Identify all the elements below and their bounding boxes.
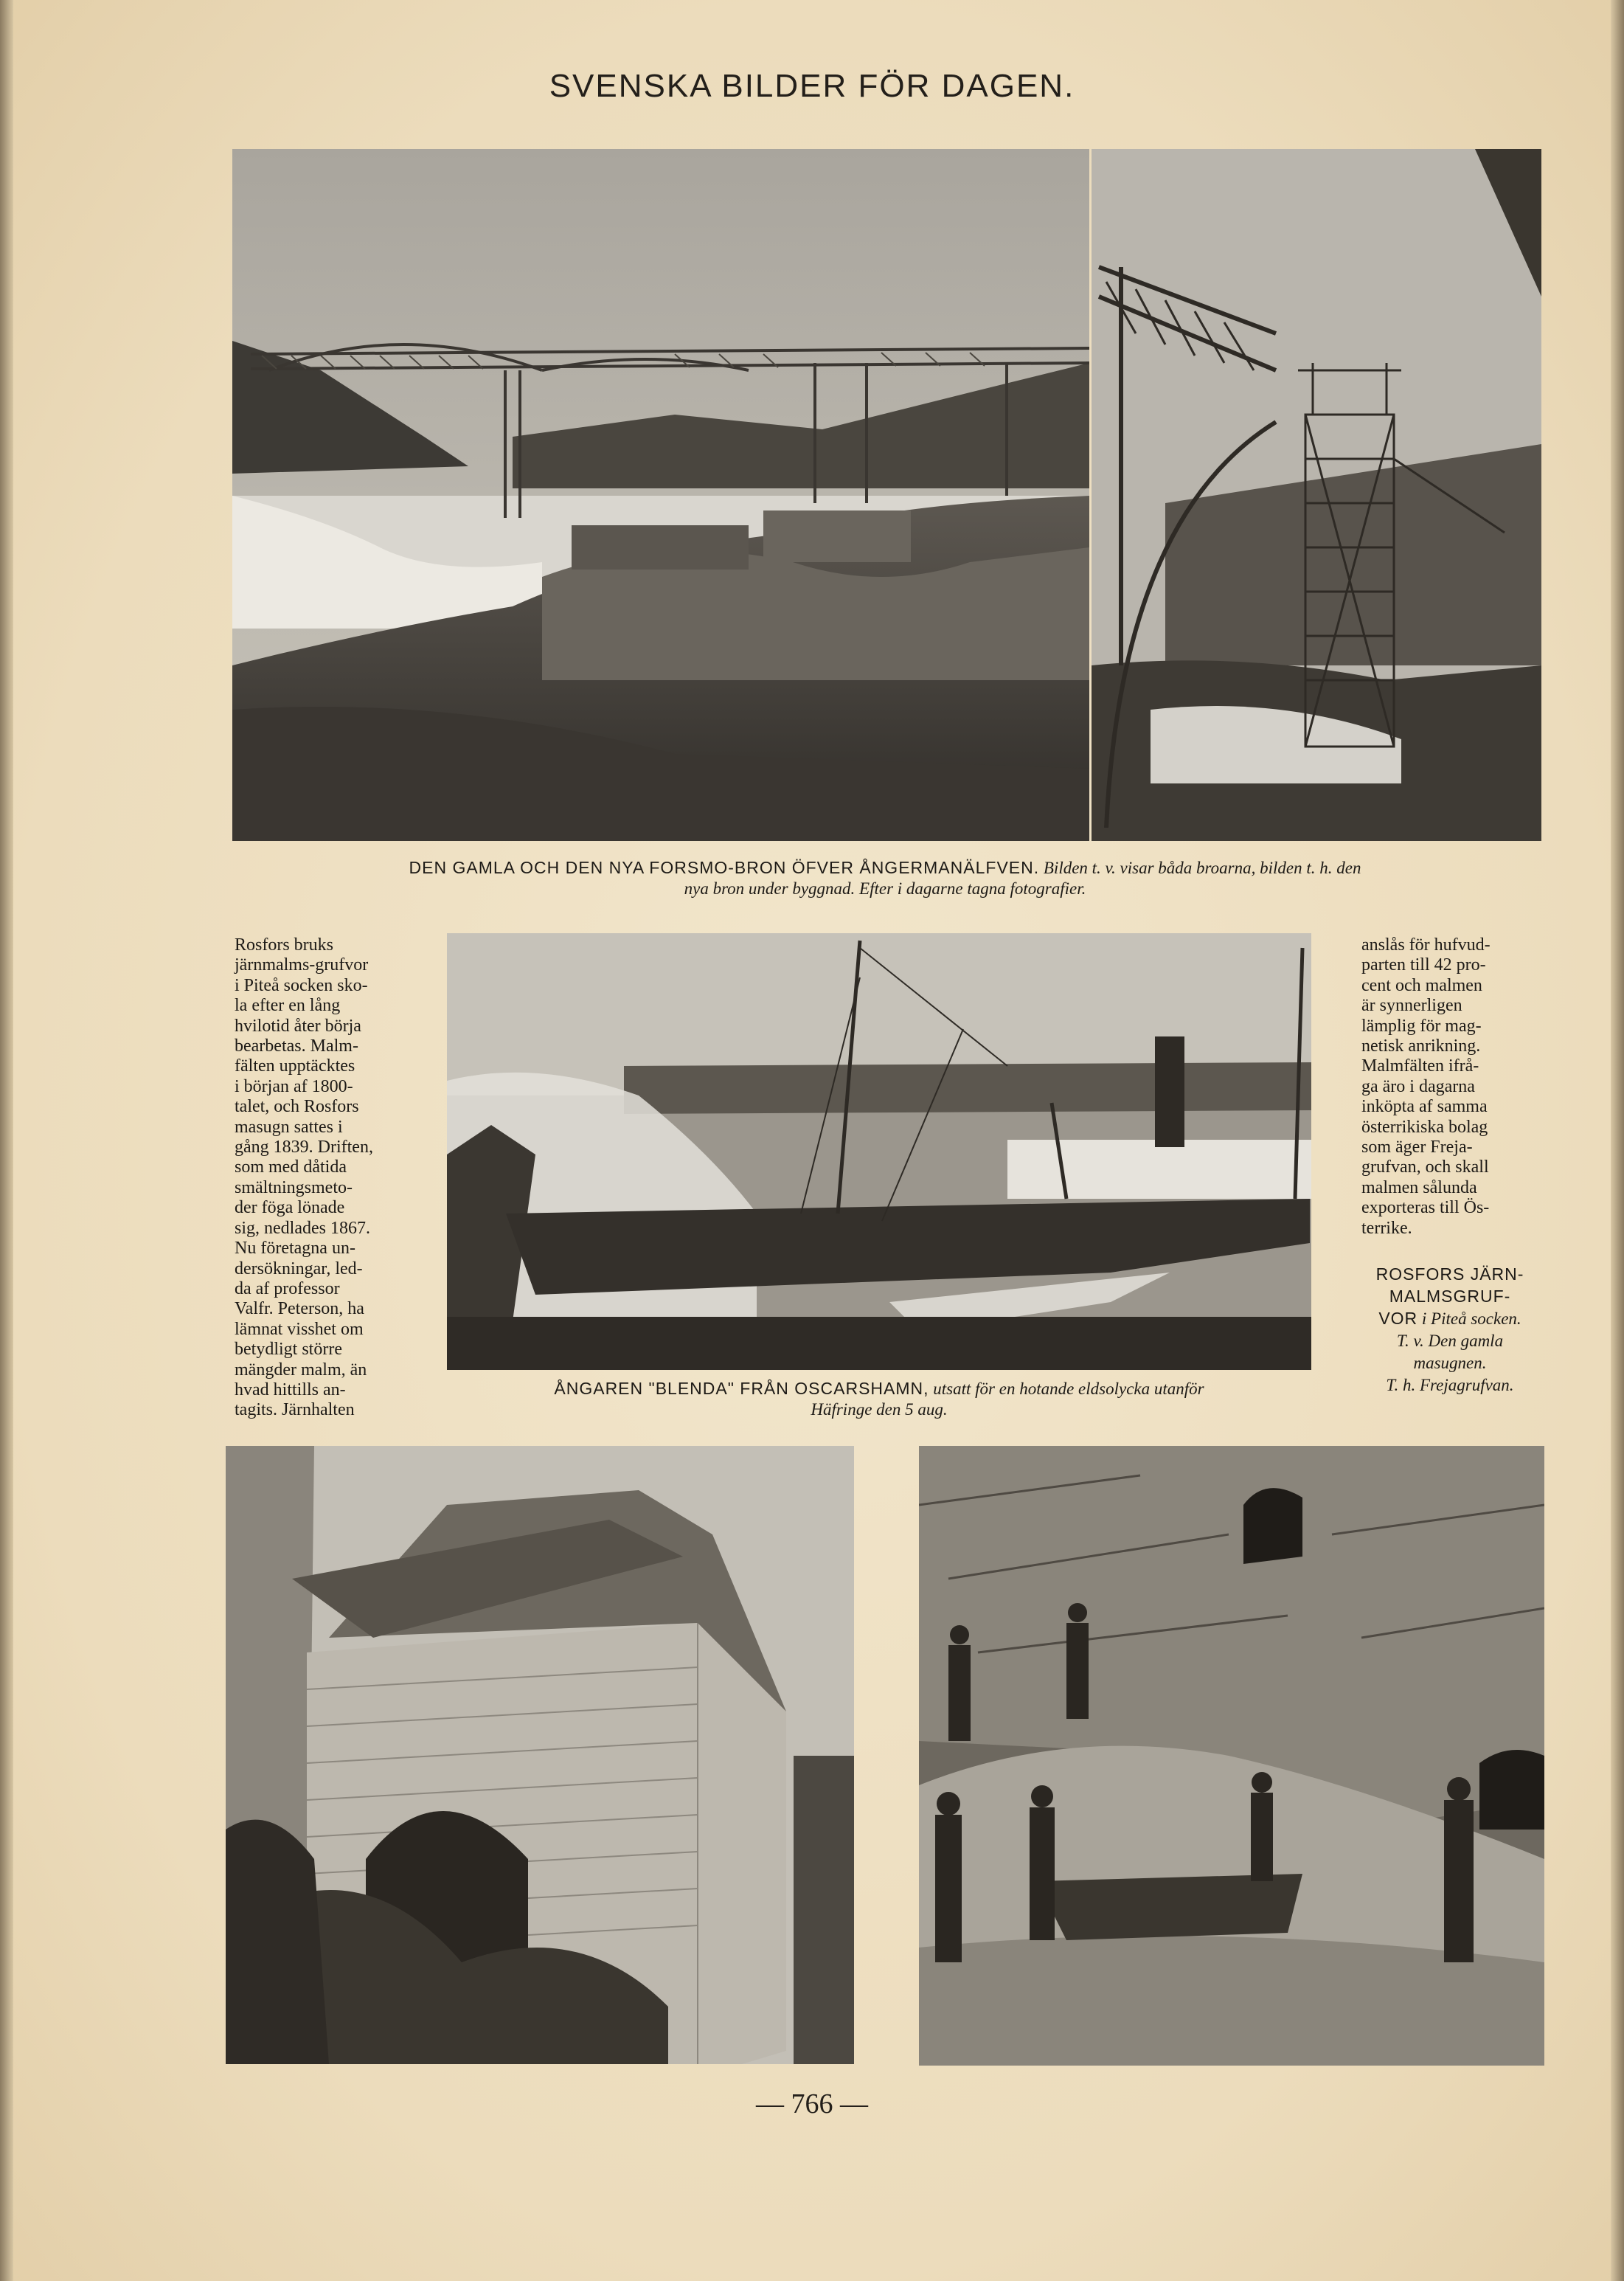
- text-line: gång 1839. Driften,: [235, 1138, 373, 1157]
- text-line: netisk anrikning.: [1361, 1036, 1481, 1056]
- steamer-caption: [447, 1378, 1311, 1420]
- mine-caption-line: ROSFORS JÄRN-: [1375, 1264, 1524, 1284]
- text-line: Valfr. Peterson, ha: [235, 1299, 364, 1319]
- text-line: fälten upptäcktes: [235, 1056, 355, 1076]
- text-line: som med dåtida: [235, 1157, 347, 1177]
- bridge-photo-left: [232, 149, 1089, 841]
- mine-caption-line: i Piteå socken.: [1421, 1309, 1521, 1328]
- text-line: smältningsmeto-: [235, 1177, 353, 1197]
- text-line: tagits. Järnhalten: [235, 1400, 355, 1420]
- text-line: exporteras till Ös-: [1361, 1198, 1490, 1218]
- page-title: SVENSKA BILDER FÖR DAGEN.: [549, 68, 1075, 104]
- text-line: dersökningar, led-: [235, 1259, 363, 1278]
- text-line: inköpta af samma: [1361, 1097, 1488, 1117]
- page-edge-left: [0, 0, 13, 2281]
- mine-caption-line: MALMSGRUF-: [1389, 1287, 1511, 1306]
- page-edge-right: [1611, 0, 1624, 2281]
- text-line: anslås för hufvud-: [1361, 935, 1491, 955]
- text-line: der föga lönade: [235, 1198, 345, 1218]
- text-line: är synnerligen: [1361, 996, 1462, 1016]
- text-line: parten till 42 pro-: [1361, 955, 1486, 975]
- text-line: grufvan, och skall: [1361, 1157, 1489, 1177]
- bridge-caption-italic-2: nya bron under byggnad. Efter i dagarne tagna fotografier.: [684, 879, 1086, 898]
- text-line: sig, nedlades 1867.: [235, 1218, 370, 1238]
- mine-caption-line: T. v. Den gamla: [1396, 1332, 1504, 1350]
- article-left-column: [235, 935, 412, 1421]
- steamer-caption-italic-1: utsatt för en hotande eldsolycka utanför: [933, 1380, 1204, 1398]
- text-line: lämplig för mag-: [1361, 1016, 1482, 1036]
- text-line: hvad hittills an-: [235, 1380, 346, 1399]
- bridge-caption-italic-1: Bilden t. v. visar båda broarna, bilden t. h. den: [1043, 859, 1361, 877]
- text-line: terrike.: [1361, 1218, 1412, 1238]
- bridge-caption: [221, 857, 1549, 899]
- text-line: Malmfälten ifrå-: [1361, 1056, 1479, 1076]
- text-line: som äger Freja-: [1361, 1138, 1473, 1157]
- text-line: betydligt större: [235, 1340, 342, 1360]
- text-line: hvilotid åter börja: [235, 1016, 361, 1036]
- text-line: talet, och Rosfors: [235, 1097, 359, 1117]
- mine-caption-line: masugnen.: [1413, 1354, 1487, 1372]
- text-line: lämnat visshet om: [235, 1319, 364, 1339]
- mine-caption-line: VOR: [1378, 1309, 1418, 1328]
- mine-photo: [919, 1446, 1544, 2066]
- furnace-photo: [226, 1446, 854, 2064]
- bridge-caption-title: DEN GAMLA OCH DEN NYA FORSMO-BRON ÖFVER ÅNGERMANÄLFVEN.: [409, 858, 1040, 877]
- text-line: da af professor: [235, 1278, 340, 1298]
- steamer-photo: [447, 933, 1311, 1370]
- text-line: bearbetas. Malm-: [235, 1036, 358, 1056]
- text-line: i början af 1800-: [235, 1076, 353, 1096]
- mine-caption: [1350, 1263, 1550, 1396]
- text-line: Rosfors bruks: [235, 935, 334, 955]
- page-number: — 766 —: [756, 2088, 868, 2119]
- mine-caption-line: T. h. Frejagrufvan.: [1386, 1376, 1514, 1394]
- text-line: Nu företagna un-: [235, 1239, 355, 1259]
- text-line: ga äro i dagarna: [1361, 1076, 1475, 1096]
- bridge-photo-right: [1092, 149, 1541, 841]
- text-line: österrikiska bolag: [1361, 1117, 1488, 1137]
- steamer-caption-title: ÅNGAREN "BLENDA" FRÅN OSCARSHAMN,: [554, 1379, 929, 1398]
- text-line: järnmalms-grufvor: [235, 955, 369, 975]
- text-line: mängder malm, än: [235, 1360, 367, 1380]
- text-line: cent och malmen: [1361, 975, 1482, 995]
- article-right-column: [1361, 935, 1543, 1239]
- text-line: la efter en lång: [235, 996, 341, 1016]
- text-line: malmen sålunda: [1361, 1177, 1477, 1197]
- text-line: i Piteå socken sko-: [235, 975, 368, 995]
- steamer-caption-italic-2: Häfringe den 5 aug.: [811, 1400, 948, 1419]
- text-line: masugn sattes i: [235, 1117, 343, 1137]
